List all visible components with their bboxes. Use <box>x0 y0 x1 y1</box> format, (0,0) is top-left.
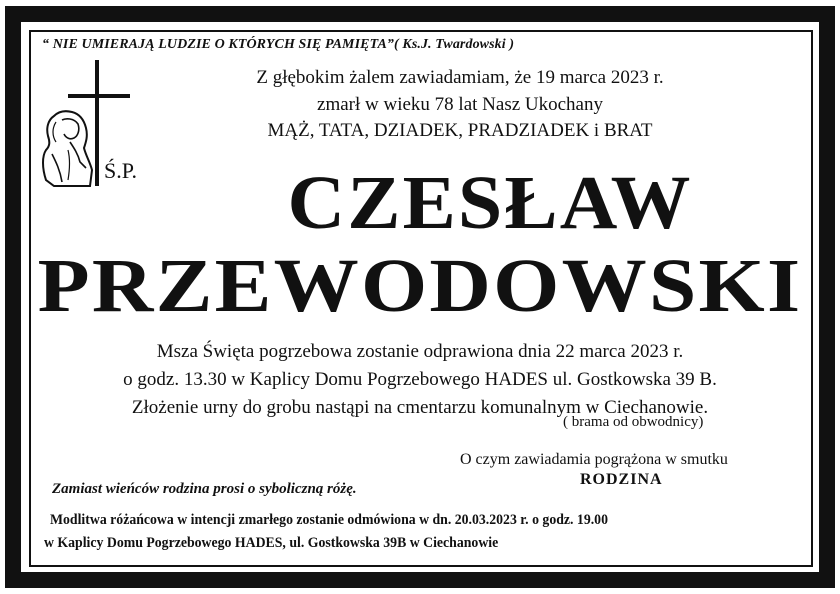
family-notice-line: O czym zawiadamia pogrążona w smutku <box>460 451 728 468</box>
prayer-line-1: Modlitwa różańcowa w intencji zmarłego zostanie odmówiona w dn. 20.03.2023 r. o godz. 19.00 <box>50 512 608 528</box>
deceased-first-name: CZESŁAW <box>287 161 693 245</box>
flower-request-note: Zamiast wieńców rodzina prosi o syboliczną różę. <box>52 481 357 497</box>
memorial-quote: “ NIE UMIERAJĄ LUDZIE O KTÓRYCH SIĘ PAMIĘTA”( Ks.J. Twardowski ) <box>42 37 515 52</box>
deceased-last-name: PRZEWODOWSKI <box>37 244 803 328</box>
cemetery-gate-note: ( brama od obwodnicy) <box>563 414 704 430</box>
prayer-line-2: w Kaplicy Domu Pogrzebowego HADES, ul. Gostkowska 39B w Ciechanowie <box>44 535 499 551</box>
sp-prefix: Ś.P. <box>104 158 138 183</box>
family-signature: RODZINA <box>580 471 663 488</box>
intro-line-3: MĄŻ, TATA, DZIADEK, PRADZIADEK i BRAT <box>267 120 653 141</box>
mass-line-2: o godz. 13.30 w Kaplicy Domu Pogrzebowego HADES ul. Gostkowska 39 B. <box>123 369 717 390</box>
mass-line-1: Msza Święta pogrzebowa zostanie odprawiona dnia 22 marca 2023 r. <box>156 341 684 362</box>
mass-line-3: Złożenie urny do grobu nastąpi na cmentarzu komunalnym w Ciechanowie. <box>131 397 709 418</box>
intro-line-2: zmarł w wieku 78 lat Nasz Ukochany <box>317 94 603 115</box>
intro-line-1: Z głębokim żalem zawiadamiam, że 19 marca 2023 r. <box>256 67 664 88</box>
